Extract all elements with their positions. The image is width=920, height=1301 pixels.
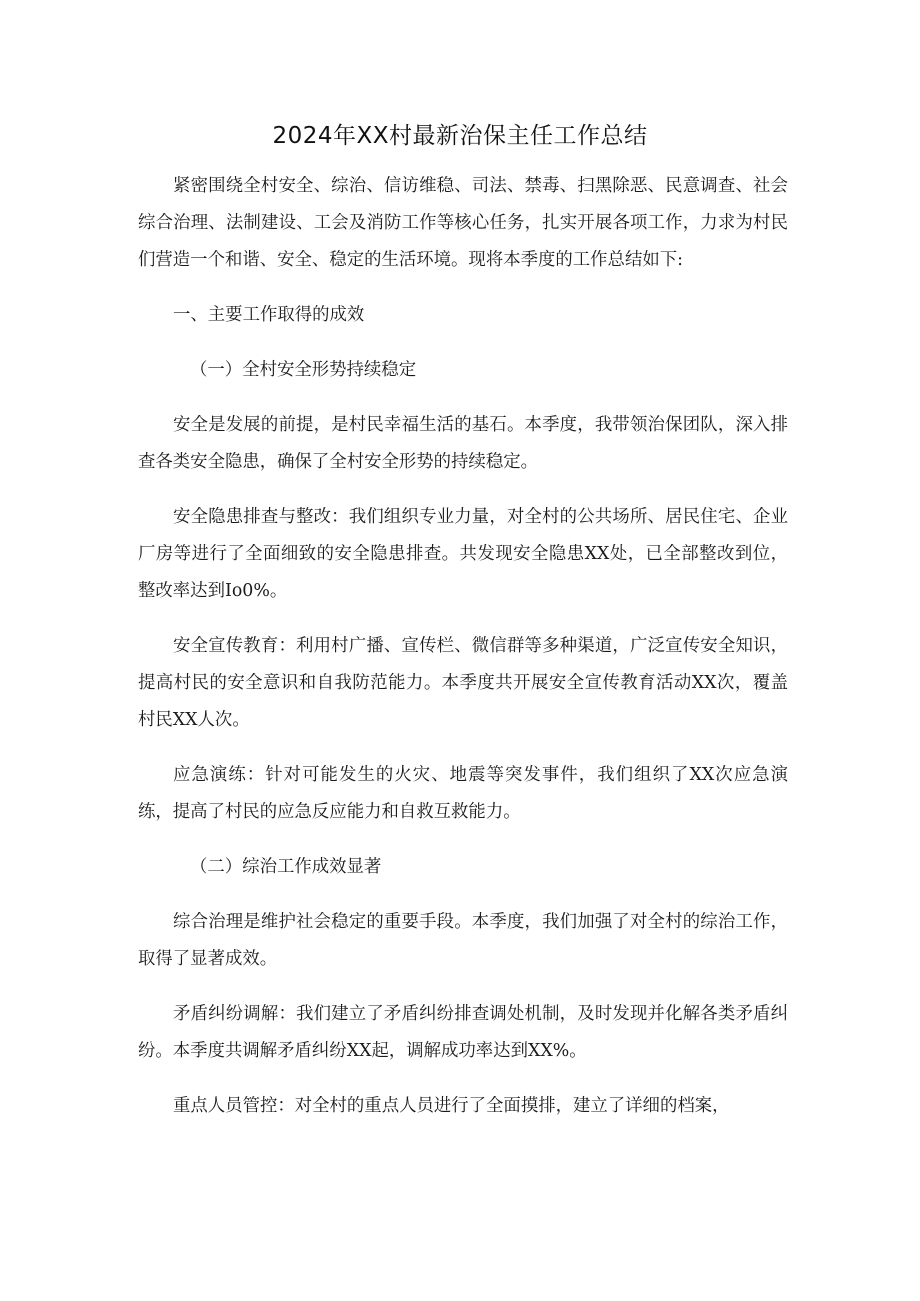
paragraph: 应急演练：针对可能发生的火灾、地震等突发事件，我们组织了XX次应急演练，提高了村民的应急反应能力和自救互救能力。 <box>138 765 788 822</box>
paragraph: 安全隐患排查与整改：我们组织专业力量，对全村的公共场所、居民住宅、企业厂房等进行了全面细致的安全隐患排查。共发现安全隐患XX处，已全部整改到位，整改率达到Io0%。 <box>138 507 788 601</box>
paragraph: 安全宣传教育：利用村广播、宣传栏、微信群等多种渠道，广泛宣传安全知识，提高村民的安全意识和自我防范能力。本季度共开展安全宣传教育活动XX次，覆盖村民XX人次。 <box>138 636 788 730</box>
paragraph: 重点人员管控：对全村的重点人员进行了全面摸排，建立了详细的档案， <box>173 1096 730 1116</box>
paragraph: 安全是发展的前提，是村民幸福生活的基石。本季度，我带领治保团队，深入排查各类安全隐患，确保了全村安全形势的持续稳定。 <box>138 415 788 472</box>
subsection-heading: （一）全村安全形势持续稳定 <box>190 360 417 380</box>
intro-paragraph: 紧密围绕全村安全、综治、信访维稳、司法、禁毒、扫黑除恶、民意调查、社会综合治理、法制建设、工会及消防工作等核心任务，扎实开展各项工作，力求为村民们营造一个和谐、安全、稳定的生活环境。现将本季度的工作总结如下: <box>138 176 788 270</box>
paragraph: 矛盾纠纷调解：我们建立了矛盾纠纷排查调处机制，及时发现并化解各类矛盾纠纷。本季度共调解矛盾纠纷XX起，调解成功率达到XX%。 <box>138 1004 788 1061</box>
paragraph: 综合治理是维护社会稳定的重要手段。本季度，我们加强了对全村的综治工作，取得了显著成效。 <box>138 912 788 969</box>
section-heading: 一、主要工作取得的成效 <box>173 305 365 325</box>
document-title: 2024年XX村最新治保主任工作总结 <box>272 123 648 149</box>
document-body <box>138 168 788 1143</box>
subsection-heading: （二）综治工作成效显著 <box>190 857 382 877</box>
